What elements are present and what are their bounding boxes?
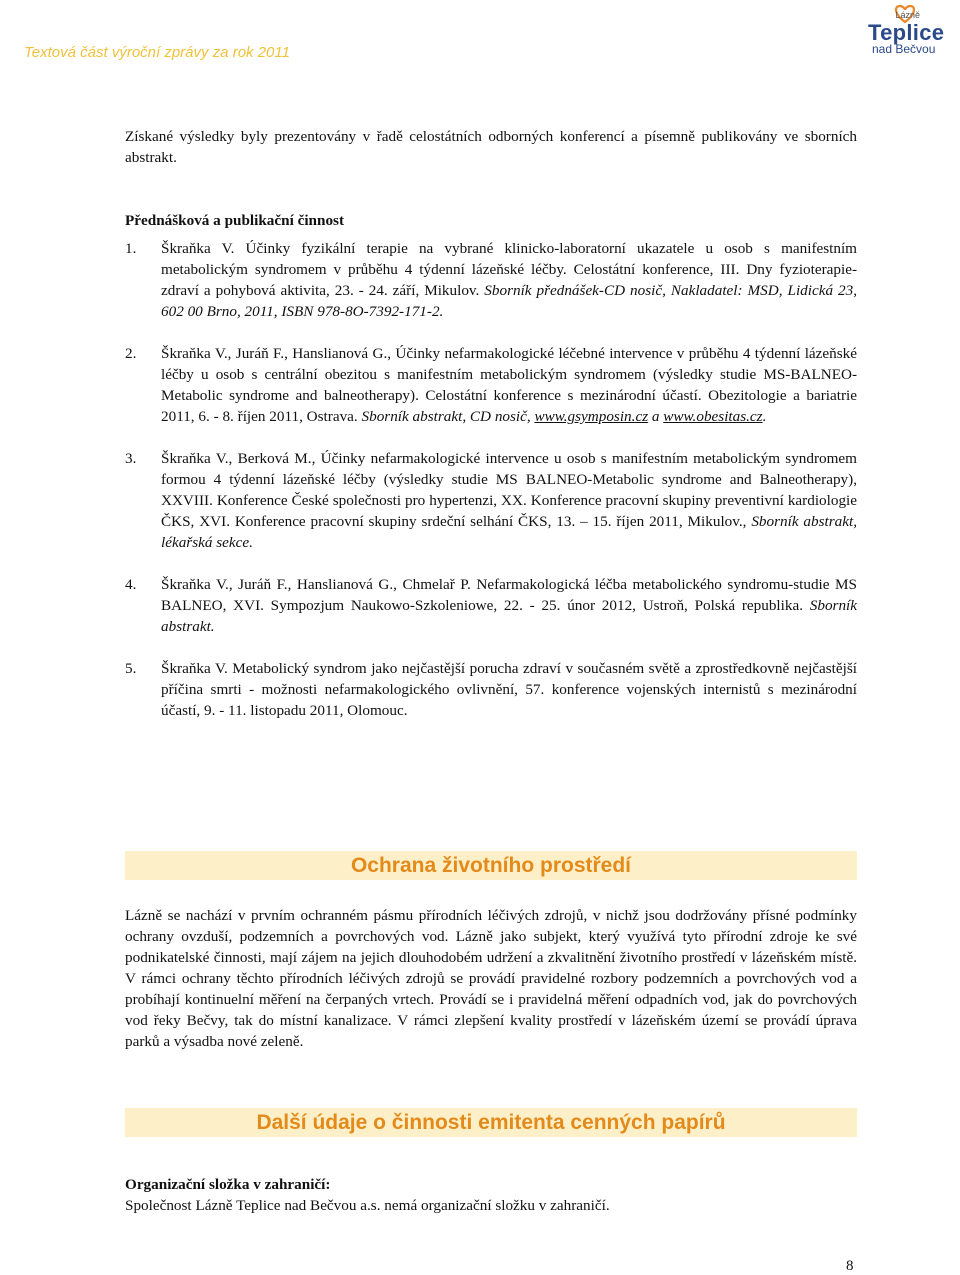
list-item: 5. Škraňka V. Metabolický syndrom jako nejčastější porucha zdraví v současném světě a zprostředkovně nejčastější příčina smrti - možnosti nefarmakologického ovlivnění, 57. konference vojenských internistů s mezinárodní účastí, 9. - 11. listopadu 2011, Olomouc.	[125, 660, 857, 719]
environment-heading: Ochrana životního prostředí	[125, 851, 857, 880]
list-item: 1. Škraňka V. Účinky fyzikální terapie na vybrané klinicko-laboratorní ukazatele u osob s manifestním metabolickým syndromem v průběhu 4 týdenní lázeňské léčby. Celostátní konference, III. Dny fyzioterapie-zdraví a pohybová aktivita, 23. - 24. září, Mikulov. Sborník přednášek-CD nosič, Nakladatel: MSD, Lidická 23, 602 00 Brno, 2011, ISBN 978-8O-7392-171-2.	[125, 240, 857, 320]
environment-paragraph: Lázně se nachází v prvním ochranném pásmu přírodních léčivých zdrojů, v nichž jsou dodržovány přísné podmínky ochrany ovzduší, podzemních a povrchových vod. Lázně jako subjekt, který využívá tyto přírodní zdroje ke své podnikatelské činnosti, mají zájem na jejich dlouhodobém udržení a zkvalitnění životního prostředí v lázeňském místě. V rámci ochrany těchto přírodních léčivých zdrojů se provádí pravidelné rozbory podzemních a povrchových vod a probíhají kontinuelní měření na čerpaných vrtech. Provádí se i pravidelná měření odpadních vod, jak do povrchových vod řeky Bečvy, tak do místní kanalizace. V rámci zlepšení kvality prostředí v lázeňském území se provádí úprava parků a výsadba nové zeleně.	[125, 907, 857, 1050]
securities-heading: Další údaje o činnosti emitenta cenných papírů	[125, 1108, 857, 1137]
logo-small-text: Lázně	[895, 10, 920, 20]
link-obesitas[interactable]: www.obesitas.cz	[663, 408, 763, 425]
org-text: Společnost Lázně Teplice nad Bečvou a.s. nemá organizační složku v zahraničí.	[125, 1197, 610, 1214]
page-number: 8	[846, 1258, 854, 1274]
link-gsymposin[interactable]: www.gsymposin.cz	[534, 408, 649, 425]
logo-main-text: Teplice	[868, 20, 945, 45]
header-title: Textová část výroční zprávy za rok 2011	[24, 44, 290, 61]
logo-sub-text: nad Bečvou	[872, 42, 936, 56]
publication-list	[125, 238, 857, 742]
list-item: 4. Škraňka V., Juráň F., Hanslianová G., Chmelař P. Nefarmakologická léčba metabolického syndromu-studie MS BALNEO, XVI. Sympozjum Naukowo-Szkoleniowe, 22. - 25. únor 2012, Ustroň, Polská republika. Sborník abstrakt.	[125, 576, 857, 635]
company-logo	[858, 4, 944, 60]
intro-paragraph: Získané výsledky byly prezentovány v řadě celostátních odborných konferencí a písemně publikovány ve sborních abstrakt.	[125, 128, 857, 166]
lectures-heading: Přednášková a publikační činnost	[125, 212, 345, 229]
list-item: 2. Škraňka V., Juráň F., Hanslianová G., Účinky nefarmakologické léčebné intervence v průběhu 4 týdenní lázeňské léčby u osob s centrální obezitou s manifestním metabolickým syndromem (výsledky studie MS-BALNEO-Metabolic syndrome and balneotherapy). Celostátní konference s mezinárodní účastí. Obezitologie a bariatrie 2011, 6. - 8. říjen 2011, Ostrava. Sborník abstrakt, CD nosič, www.gsymposin.cz a www.obesitas.cz.	[125, 345, 857, 425]
list-item: 3. Škraňka V., Berková M., Účinky nefarmakologické intervence u osob s manifestním metabolickým syndromem formou 4 týdenní lázeňské léčby (výsledky studie MS BALNEO-Metabolic syndrome and Balneotherapy), XXVIII. Konference České společnosti pro hypertenzi, XX. Konference pracovní skupiny preventivní kardiologie ČKS, XVI. Konference pracovní skupiny srdeční selhání ČKS, 13. – 15. říjen 2011, Mikulov., Sborník abstrakt, lékařská sekce.	[125, 450, 857, 551]
org-heading: Organizační složka v zahraničí:	[125, 1176, 331, 1193]
